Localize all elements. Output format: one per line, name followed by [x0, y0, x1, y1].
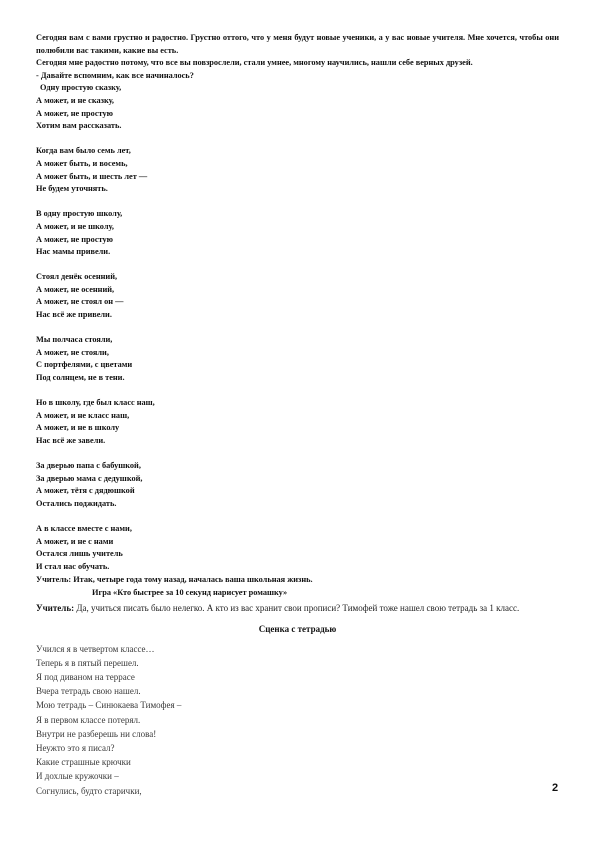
poem-line: Нас всё же привели.: [36, 310, 112, 320]
poem-line: А может, и не школу,: [36, 221, 114, 231]
poem-line: Мою тетрадь – Синюкаева Тимофея –: [36, 700, 182, 711]
poem-line: И дохлые кружочки –: [36, 771, 119, 782]
poem-line: Согнулись, будто старички,: [36, 785, 142, 796]
poem-line: Стоял денёк осенний,: [36, 272, 118, 282]
teacher-remark-text: Итак, четыре года тому назад, началась ваша школьная жизнь.: [71, 574, 313, 584]
poem-line: А может, не стоял он —: [36, 297, 124, 307]
speaker-label: Учитель:: [36, 574, 72, 584]
poem-line: В одну простую школу,: [36, 209, 123, 219]
stanza: [36, 82, 559, 132]
poem-line: А может, и не с нами: [36, 536, 114, 546]
poem-line: А может, и не сказку,: [36, 95, 115, 105]
poem-line: А может, и не в школу: [36, 423, 120, 433]
poem-line: А может быть, и шесть лет —: [36, 171, 148, 181]
scene-title: Сценка с тетрадью: [258, 623, 337, 634]
poem-line: Нас всё же завели.: [36, 436, 106, 445]
poem-line: И стал нас обучать.: [36, 561, 110, 571]
poem-line: Хотим вам рассказать.: [36, 121, 122, 131]
intro-text: [36, 32, 559, 82]
poem-stanzas: [36, 82, 559, 573]
poem-line: А может, и не класс наш,: [36, 410, 130, 420]
poem-line: Я под диваном на террасе: [36, 671, 135, 682]
poem-line: Мы полчаса стояли,: [36, 335, 113, 345]
document-page: [36, 32, 559, 798]
poem-line: За дверью мама с дедушкой,: [36, 473, 143, 483]
poem-line: Когда вам было семь лет,: [36, 146, 131, 156]
poem-line: За дверью папа с бабушкой,: [36, 461, 141, 471]
poem-line: Внутри не разберешь ни слова!: [36, 728, 157, 739]
stanza: [36, 397, 559, 447]
notebook-poem: [36, 642, 559, 798]
poem-line: Остался лишь учитель: [36, 549, 123, 559]
stanza: [36, 334, 559, 384]
stanza: [36, 271, 559, 321]
stanza: [36, 460, 559, 510]
poem-line: Учился я в четвертом классе…: [36, 643, 155, 654]
poem-line: Теперь я в пятый перешел.: [36, 657, 139, 668]
poem-line: А может, не стояли,: [36, 347, 109, 357]
poem-line: С портфелями, с цветами: [36, 360, 133, 370]
stanza: [36, 523, 559, 573]
poem-line: А может, не простую: [36, 108, 113, 118]
page-number: 2: [552, 782, 559, 794]
speaker-label: Учитель:: [36, 602, 75, 613]
poem-line: А может, тётя с дядюшкой: [36, 486, 135, 496]
poem-line: Неужто это я писал?: [36, 742, 115, 753]
poem-line: Остались поджидать.: [36, 498, 117, 508]
intro-paragraph: Сегодня вам с вами грустно и радостно. Грустно оттого, что у меня будут новые ученики, а у вас новые учителя. Мне хочется, чтобы они полюбили вас такими, какие вы есть.: [36, 33, 559, 55]
poem-line: А в классе вместе с нами,: [36, 524, 132, 534]
game-title: Игра «Кто быстрее за 10 секунд нарисует ромашку»: [92, 588, 288, 598]
teacher-remark-2: [36, 602, 559, 615]
poem-line: А может быть, и восемь,: [36, 158, 128, 168]
teacher-remark: [36, 574, 559, 587]
teacher-remark-2-text: Да, учиться писать было нелегко. А кто из вас хранит свои прописи? Тимофей тоже нашел свою тетрадь за 1 класс.: [74, 602, 520, 613]
poem-line: Нас мамы привели.: [36, 247, 111, 257]
stanza: [36, 208, 559, 258]
poem-line: Одну простую сказку,: [40, 83, 122, 93]
poem-line: А может, не осенний,: [36, 284, 115, 294]
stanza: [36, 145, 559, 195]
poem-line: А может, не простую: [36, 234, 113, 244]
poem-line: Я в первом классе потерял.: [36, 714, 141, 725]
poem-line: Не будем уточнять.: [36, 184, 108, 194]
poem-line: Под солнцем, не в тени.: [36, 373, 125, 383]
poem-line: Но в школу, где был класс наш,: [36, 398, 155, 408]
poem-line: Какие страшные крючки: [36, 757, 131, 768]
intro-paragraph: Сегодня мне радостно потому, что все вы повзрослели, стали умнее, многому научились, нашли себе верных друзей.: [36, 58, 473, 68]
intro-question: - Давайте вспомним, как все начиналось?: [36, 70, 194, 80]
poem-line: Вчера тетрадь свою нашел.: [36, 686, 141, 697]
